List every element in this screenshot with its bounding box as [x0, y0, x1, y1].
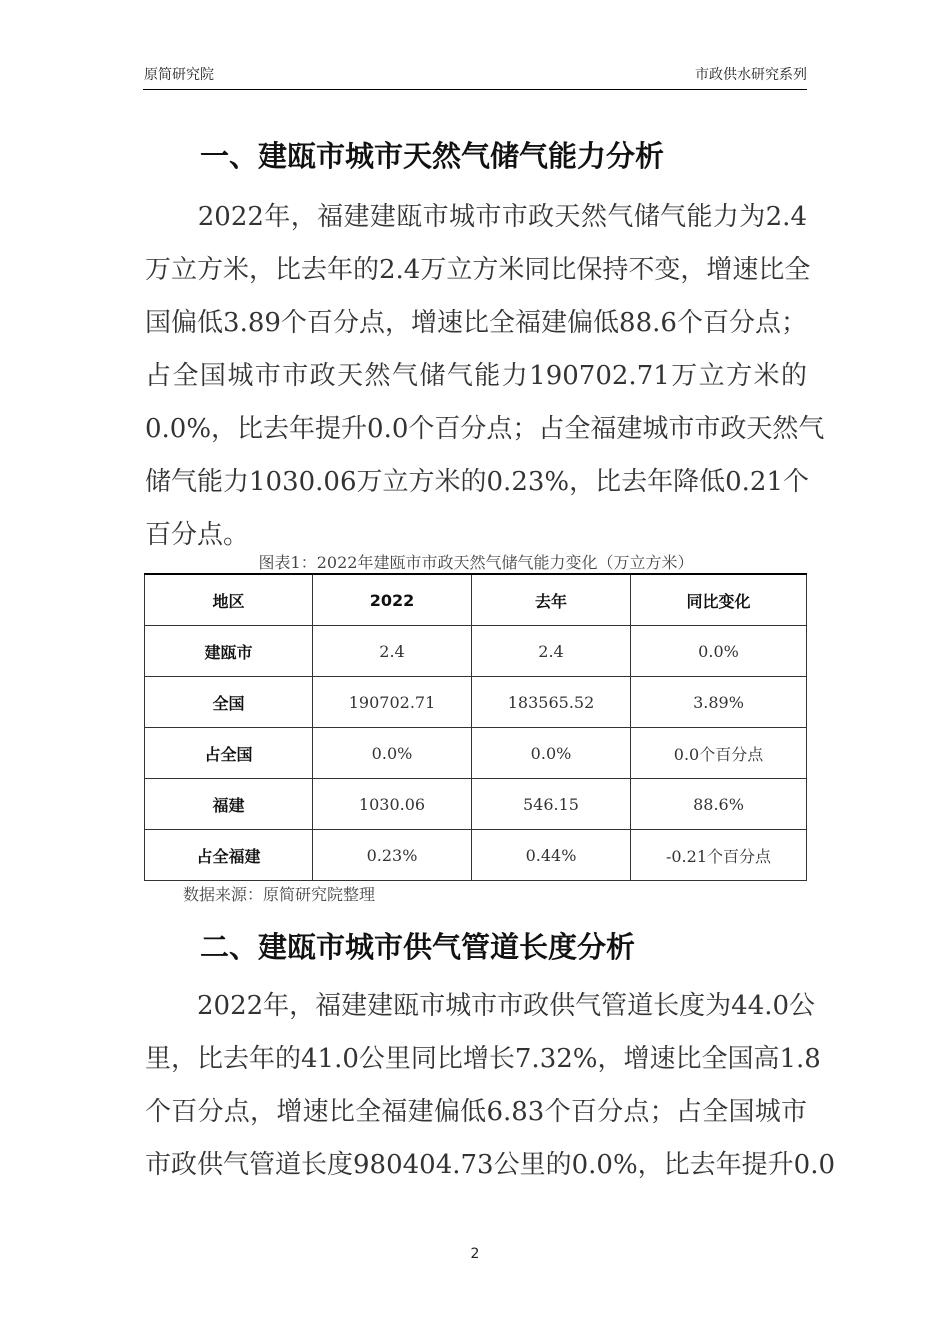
table-cell: 0.0% [631, 626, 807, 677]
table-cell: 2.4 [313, 626, 472, 677]
table-cell: 183565.52 [472, 677, 631, 728]
paragraph-line: 储气能力1030.06万立方米的0.23%，比去年降低0.21个 [145, 467, 810, 497]
col-header: 2022 [313, 574, 472, 626]
col-header: 同比变化 [631, 574, 807, 626]
paragraph-line: 2022年，福建建瓯市城市市政天然气储气能力为2.4 [145, 202, 807, 232]
table-row [145, 677, 807, 728]
table-cell: 2.4 [472, 626, 631, 677]
table-cell: 546.15 [472, 779, 631, 830]
table-cell: 1030.06 [313, 779, 472, 830]
row-label: 占全国 [145, 728, 313, 779]
paragraph-line: 万立方米，比去年的2.4万立方米同比保持不变，增速比全 [145, 255, 811, 285]
paragraph-line: 2022年，福建建瓯市城市市政供气管道长度为44.0公 [145, 991, 816, 1021]
row-label: 建瓯市 [145, 626, 313, 677]
col-header: 去年 [472, 574, 631, 626]
table-cell: 0.23% [313, 830, 472, 881]
row-label: 福建 [145, 779, 313, 830]
table-row [145, 728, 807, 779]
table-row [145, 626, 807, 677]
table-cell: 0.0% [313, 728, 472, 779]
header-right: 市政供水研究系列 [695, 67, 807, 83]
paragraph-line: 0.0%，比去年提升0.0个百分点；占全福建城市市政天然气 [145, 414, 825, 444]
section1-title: 一、建瓯市城市天然气储气能力分析 [200, 139, 665, 173]
paragraph-line: 国偏低3.89个百分点，增速比全福建偏低88.6个百分点； [145, 308, 807, 338]
table-cell: 0.0个百分点 [631, 728, 807, 779]
table-cell: 190702.71 [313, 677, 472, 728]
row-label: 全国 [145, 677, 313, 728]
paragraph-line: 里，比去年的41.0公里同比增长7.32%，增速比全国高1.8 [145, 1044, 821, 1074]
section2-title: 二、建瓯市城市供气管道长度分析 [200, 930, 636, 964]
table-row [145, 830, 807, 881]
table-cell: -0.21个百分点 [631, 830, 807, 881]
paragraph-line: 个百分点，增速比全福建偏低6.83个百分点；占全国城市 [145, 1097, 807, 1127]
table-cell: 0.44% [472, 830, 631, 881]
table-header-row [145, 574, 807, 626]
col-header: 地区 [145, 574, 313, 626]
page-number: 2 [470, 1246, 480, 1262]
row-label: 占全福建 [145, 830, 313, 881]
header-divider [143, 89, 807, 90]
paragraph-line: 市政供气管道长度980404.73公里的0.0%，比去年提升0.0 [145, 1150, 836, 1180]
table-caption: 图表1：2022年建瓯市市政天然气储气能力变化（万立方米） [258, 553, 694, 572]
paragraph-line: 百分点。 [145, 520, 250, 550]
table-source: 数据来源：原简研究院整理 [183, 885, 376, 904]
table-cell: 3.89% [631, 677, 807, 728]
table-row [145, 779, 807, 830]
table-cell: 88.6% [631, 779, 807, 830]
table-cell: 0.0% [472, 728, 631, 779]
paragraph-line: 占全国城市市政天然气储气能力190702.71万立方米的 [145, 361, 807, 391]
data-table [144, 573, 807, 881]
header-left: 原简研究院 [144, 67, 214, 83]
